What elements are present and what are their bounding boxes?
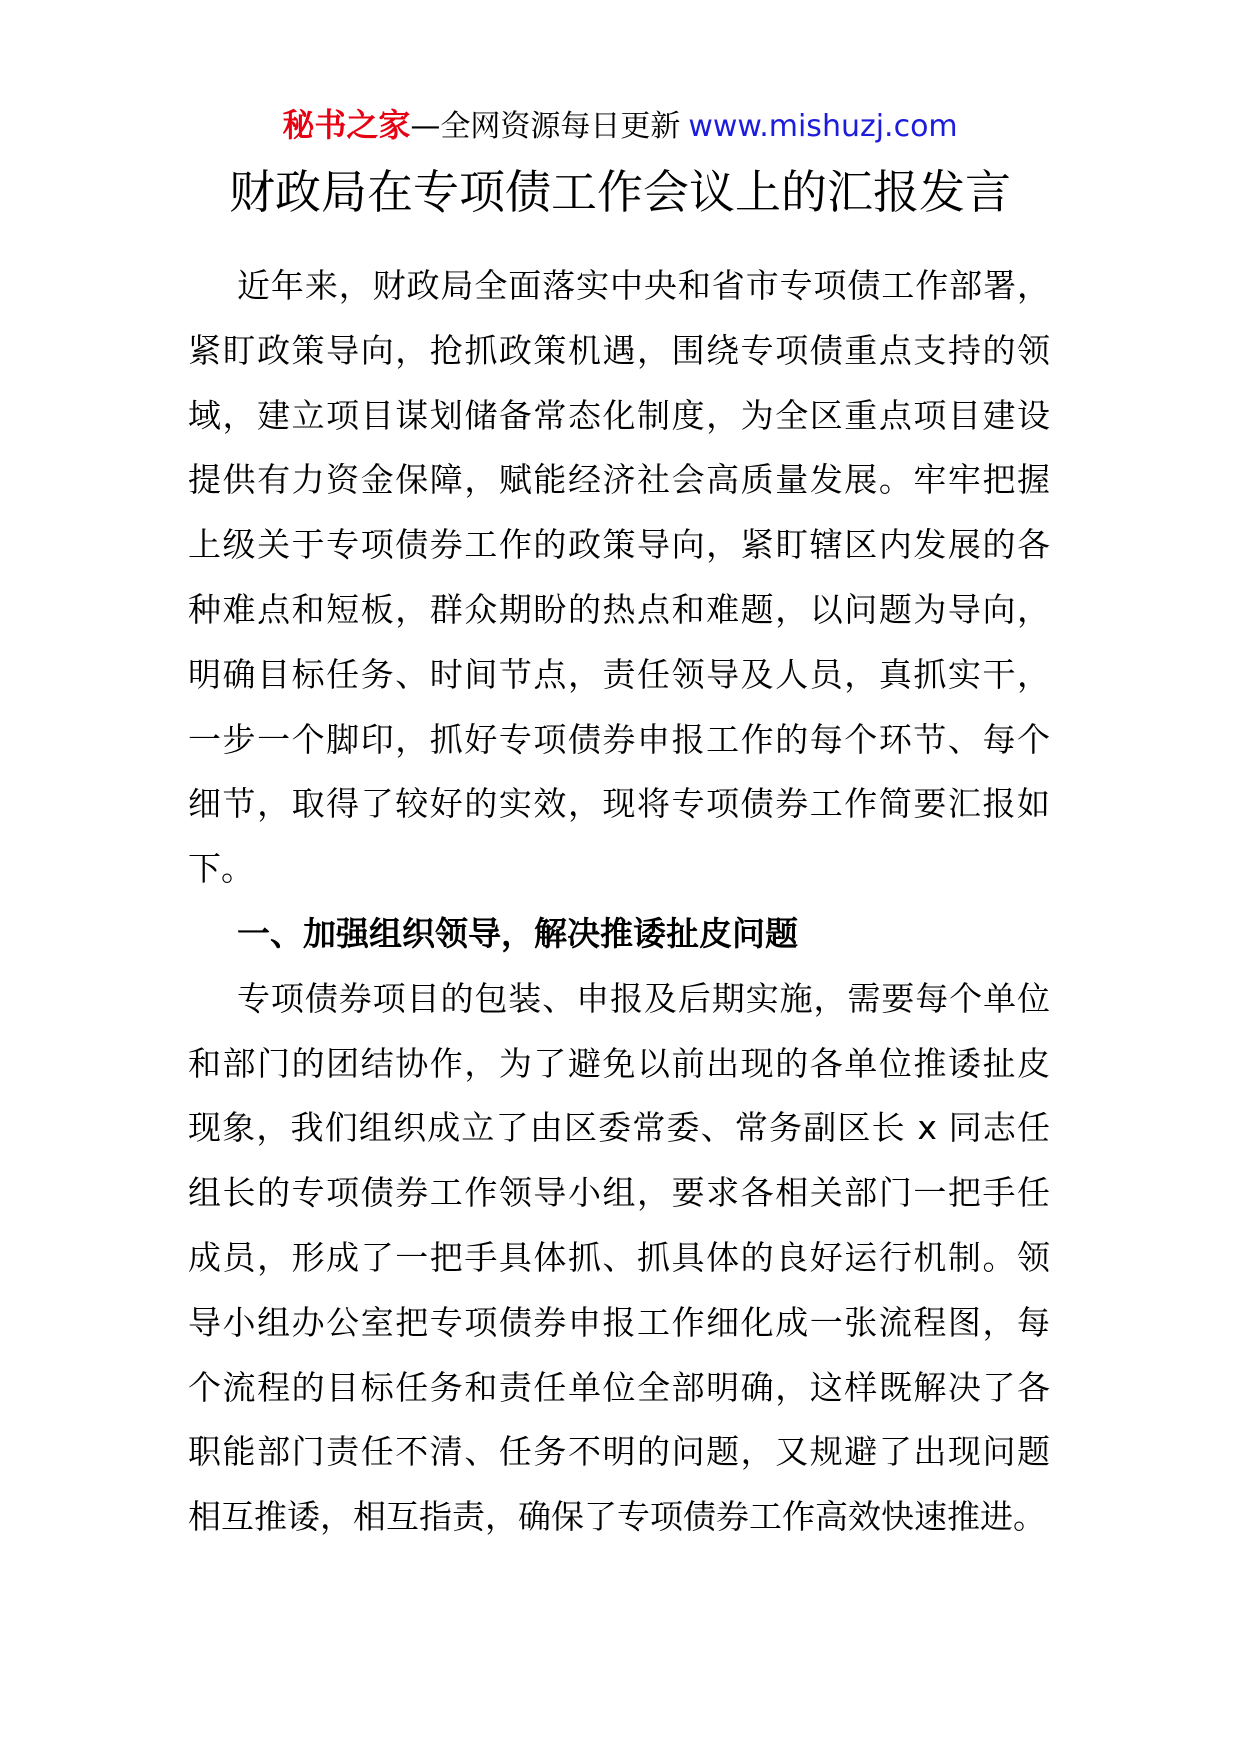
- paragraph-line: 相互推诿，相互指责，确保了专项债券工作高效快速推进。: [188, 1497, 1046, 1537]
- paragraph-line: 上级关于专项债券工作的政策导向，紧盯辖区内发展的各: [188, 525, 1050, 565]
- paragraph-line: 细节，取得了较好的实效，现将专项债券工作简要汇报如: [188, 784, 1050, 824]
- paragraph-line: 近年来，财政局全面落实中央和省市专项债工作部署，: [237, 266, 1050, 305]
- paragraph-line: 下。: [188, 849, 254, 889]
- paragraph-line: 和部门的团结协作，为了避免以前出现的各单位推诿扯皮: [188, 1043, 1050, 1083]
- paragraph-line: 一步一个脚印，抓好专项债券申报工作的每个环节、每个: [188, 719, 1050, 759]
- paragraph-line: 组长的专项债券工作领导小组，要求各相关部门一把手任: [188, 1173, 1050, 1213]
- site-tagline: —全网资源每日更新: [410, 109, 681, 144]
- paragraph-line: 个流程的目标任务和责任单位全部明确，这样既解决了各: [188, 1367, 1050, 1407]
- site-brand-name: 秘书之家: [282, 106, 411, 144]
- paragraph-line: 专项债券项目的包装、申报及后期实施，需要每个单位: [237, 978, 1050, 1018]
- section-heading: 一、加强组织领导，解决推诿扯皮问题: [237, 913, 798, 953]
- intro-paragraph: [188, 254, 1050, 902]
- section-1: [188, 902, 1050, 1550]
- paragraph-line: 导小组办公室把专项债券申报工作细化成一张流程图，每: [188, 1302, 1050, 1342]
- paragraph-line: 种难点和短板，群众期盼的热点和难题，以问题为导向，: [188, 589, 1050, 629]
- paragraph-line: 紧盯政策导向，抢抓政策机遇，围绕专项债重点支持的领: [188, 330, 1050, 370]
- paragraph-line: 明确目标任务、时间节点，责任领导及人员，真抓实干，: [188, 654, 1050, 694]
- paragraph-line: 现象，我们组织成立了由区委常委、常务副区长 x 同志任: [188, 1108, 1050, 1148]
- paragraph-line: 域，建立项目谋划储备常态化制度，为全区重点项目建设: [188, 395, 1050, 435]
- paragraph-line: 职能部门责任不清、任务不明的问题，又规避了出现问题: [188, 1432, 1050, 1472]
- document-title: 财政局在专项债工作会议上的汇报发言: [229, 165, 1011, 219]
- site-url-link[interactable]: www.mishuzj.com: [688, 109, 958, 144]
- paragraph-line: 成员，形成了一把手具体抓、抓具体的良好运行机制。领: [188, 1237, 1050, 1277]
- paragraph-line: 提供有力资金保障，赋能经济社会高质量发展。牢牢把握: [188, 460, 1050, 500]
- site-header: [0, 104, 1240, 146]
- section-1-paragraph: [188, 967, 1050, 1550]
- document-body: [188, 254, 1050, 1550]
